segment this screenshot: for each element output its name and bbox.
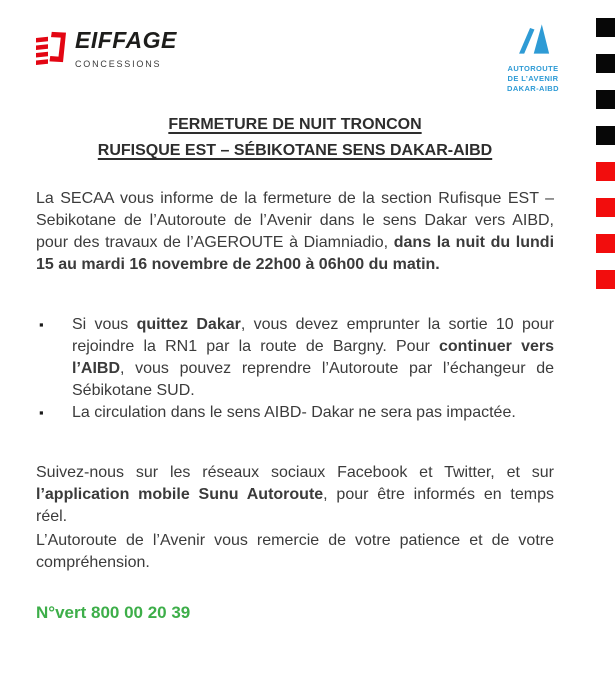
list-item bbox=[36, 314, 554, 402]
eiffage-brand-text: EIFFAGE bbox=[75, 27, 177, 53]
intro-text: La SECAA vous informe de la fermeture de la section Rufisque EST – Sebikotane de l’Autoroute de l’Avenir dans le sens Dakar vers AIBD, pour des travaux de l’AGEROUTE à Diamniadio, bbox=[36, 190, 554, 251]
intro-paragraph bbox=[36, 188, 554, 276]
decor-square-black bbox=[596, 18, 615, 37]
decor-square-black bbox=[596, 90, 615, 109]
bullet-icon: ▪ bbox=[39, 317, 44, 332]
autoroute-avenir-logo bbox=[496, 16, 570, 93]
decor-square-red bbox=[596, 198, 615, 217]
bullet1-text: Si vous bbox=[72, 316, 137, 333]
bullet1-bold: quittez Dakar bbox=[136, 316, 241, 333]
green-number: N°vert 800 00 20 39 bbox=[36, 603, 191, 622]
list-item bbox=[36, 402, 554, 424]
bullet-icon: ▪ bbox=[39, 405, 44, 420]
page-title bbox=[36, 112, 554, 164]
decor-square-red bbox=[596, 162, 615, 181]
social-paragraph bbox=[36, 462, 554, 528]
aibd-logo-line3: DAKAR-AIBD bbox=[507, 83, 559, 93]
bullet1-text: , vous pouvez reprendre l’Autoroute par l’échangeur de Sébikotane SUD. bbox=[72, 360, 554, 399]
decorative-square-column bbox=[596, 18, 615, 289]
eiffage-logo bbox=[36, 26, 177, 69]
decor-square-red bbox=[596, 234, 615, 253]
social-text: Suivez-nous sur les réseaux sociaux Facebook et Twitter, et sur bbox=[36, 464, 554, 481]
instructions-list bbox=[36, 314, 554, 424]
decor-square-black bbox=[596, 126, 615, 145]
decor-square-red bbox=[596, 270, 615, 289]
title-line2: RUFISQUE EST – SÉBIKOTANE SENS DAKAR-AIBD bbox=[97, 142, 493, 159]
decor-square-black bbox=[596, 54, 615, 73]
eiffage-division-text: CONCESSIONS bbox=[75, 59, 162, 69]
thanks-paragraph: L’Autoroute de l’Avenir vous remercie de votre patience et de votre compréhension. bbox=[36, 532, 554, 571]
title-line1: FERMETURE DE NUIT TRONCON bbox=[168, 116, 422, 133]
bullet1-bold: continuer vers l’AIBD bbox=[72, 338, 554, 377]
eiffage-logo-icon bbox=[36, 26, 66, 68]
bullet2-text: La circulation dans le sens AIBD- Dakar ne sera pas impactée. bbox=[72, 404, 516, 421]
intro-bold-text: dans la nuit du lundi 15 au mardi 16 novembre de 22h00 à 06h00 du matin. bbox=[36, 234, 555, 273]
aibd-logo-line1: AUTOROUTE bbox=[507, 64, 559, 73]
aibd-logo-line2: DE L’AVENIR bbox=[507, 73, 559, 83]
document-body bbox=[36, 112, 554, 641]
social-text: , pour être informés en temps réel. bbox=[36, 486, 554, 525]
highway-icon bbox=[511, 16, 555, 62]
social-bold: l’application mobile Sunu Autoroute bbox=[36, 486, 324, 503]
bullet1-text: , vous devez emprunter la sortie 10 pour rejoindre la RN1 par la route de Bargny. Pour bbox=[72, 316, 554, 355]
